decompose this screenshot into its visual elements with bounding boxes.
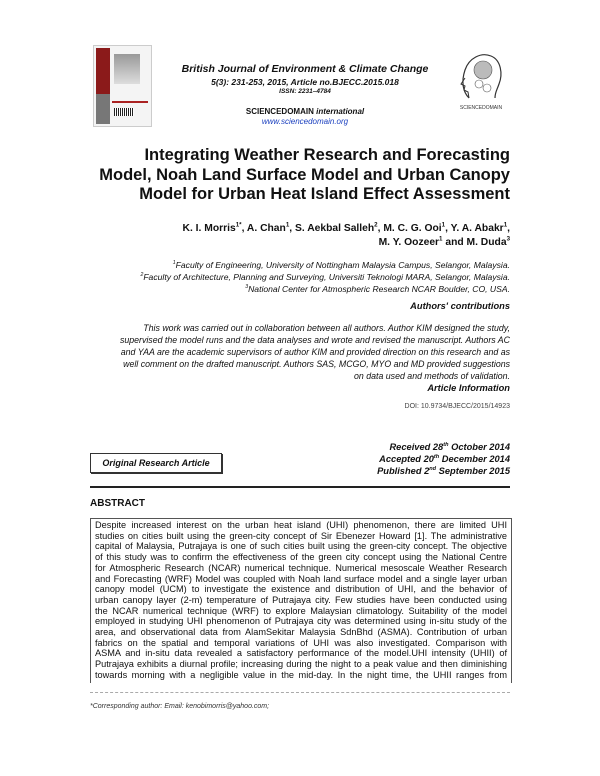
affiliation: $^3$National Center for Atmospheric Research NCAR Boulder, CO, USA. — [245, 284, 510, 294]
doi[interactable]: DOI: 10.9734/BJECC/2015/14923 — [404, 403, 510, 410]
journal-volume: 5(3): 231-253, 2015, Article no.BJECC.2015.018 — [211, 77, 399, 87]
paper-title — [90, 146, 510, 205]
abstract-box — [90, 518, 512, 683]
published-date: Published 2nd September 2015 — [377, 465, 510, 476]
affiliations — [140, 259, 510, 295]
author-list: K. I. Morris$^{1*}$, A. Chan$^1$, S. Aekbal Salleh$^2$, M. C. G. Ooi$^1$, Y. A. Abakr$^1$, M. Y. Oozeer$^1$ and M. Duda$^3$ — [182, 221, 510, 248]
contributions-text: This work was carried out in collaboration between all authors. Author KIM designed the study, supervised the model runs and the data analyses and wrote and revised the manuscript. Authors AC and YAA are the academic supervisors of author KIM and provided direction on this research and as well comment on the drafted manuscript. Authors SAS, MCGO, MYO and MD provided suggestions on data used and methods of validation. — [119, 323, 510, 381]
corresponding-author-footnote: *Corresponding author: Email: kenobimorris@yahoo.com; — [90, 703, 270, 710]
abstract-line: towards morning with a negligible value in the mid-day. In the night time, the UHII ranges from — [95, 669, 507, 680]
abstract-line: area, and observational data from AlamSekitar Malaysia SdnBhd (ASMA). Contribution of urban — [95, 627, 507, 638]
abstract-line: Putrajaya exhibits a diurnal profile; increasing during the night to a peak value and then diminishing — [95, 659, 507, 670]
received-date: Received 28th October 2014 — [389, 441, 510, 452]
abstract-line: canopy model (UCM) to investigate the existence and distribution of UHI, and the behavior of — [95, 584, 507, 595]
abstract-line: and Forecasting (WRF) Model was coupled with Noah land surface model and a single layer urban — [95, 573, 507, 584]
abstract-line: fabrics on the spatial and temporal variations of UHI was also investigated. Comparison with — [95, 637, 507, 648]
abstract-line: the NCAR numerical technique (WRF) to explore Malaysian climatology. Suitability of the model — [95, 605, 507, 616]
publisher-suffix: international — [316, 107, 365, 116]
publisher-name: SCIENCEDOMAIN — [245, 107, 314, 116]
affiliation: $^2$Faculty of Architecture, Planning and Surveying, Universiti Teknologi MARA, Selangor, Malaysia. — [140, 272, 510, 282]
journal-issn: ISSN: 2231–4784 — [279, 88, 331, 95]
article-info-heading: Article Information — [427, 383, 510, 393]
title-line: Model, Noah Land Surface Model and Urban Canopy — [99, 165, 510, 184]
publisher — [150, 107, 460, 116]
article-dates — [377, 441, 510, 477]
title-line: Integrating Weather Research and Forecasting — [144, 146, 510, 164]
abstract-line: ASMA and in-situ data revealed a satisfactory performance of the model.UHI intensity (UHII) of — [95, 648, 507, 659]
sciencedomain-logo — [455, 48, 507, 112]
abstract-line: of this study was to confirm the effectiveness of the green city concept using the National Centre — [95, 552, 507, 563]
abstract-line: Despite increased interest on the urban heat island (UHI) phenomenon, there are limited UHI — [95, 520, 507, 530]
abstract-line: employed in studying UHI phenomenon of Putrajaya city was determined using in-situ study of the — [95, 616, 507, 627]
journal-name: British Journal of Environment & Climate Change — [181, 63, 429, 75]
publisher-website[interactable]: www.sciencedomain.org — [261, 117, 349, 126]
divider — [90, 486, 510, 488]
contributions-heading: Authors' contributions — [410, 301, 510, 311]
title-line: Model for Urban Heat Island Effect Assessment — [139, 185, 510, 203]
article-type-badge: Original Research Article — [90, 453, 222, 473]
abstract-line: capital of Malaysia, Putrajaya is one of such cities built using the green-city concept. The objective — [95, 541, 507, 552]
abstract-heading: ABSTRACT — [90, 498, 145, 509]
affiliation: $^1$Faculty of Engineering, University of Nottingham Malaysia Campus, Selangor, Malaysia. — [172, 260, 510, 270]
abstract-line: urban canopy layer (2-m) temperature of Putrajaya city. Few studies have been conducted using — [95, 594, 507, 605]
journal-cover-image — [93, 45, 152, 127]
accepted-date: Accepted 20th December 2014 — [379, 453, 510, 464]
abstract-line: studies on cities built using the green-city concept of Sir Ebenezer Howard [1]. The administrative — [95, 530, 507, 541]
logo-text: SCIENCEDOMAIN — [459, 105, 503, 111]
footnote-divider — [90, 692, 510, 693]
abstract-line: for Atmospheric Research (NCAR) numerical technique. Numerical mesoscale Weather Research — [95, 562, 507, 573]
